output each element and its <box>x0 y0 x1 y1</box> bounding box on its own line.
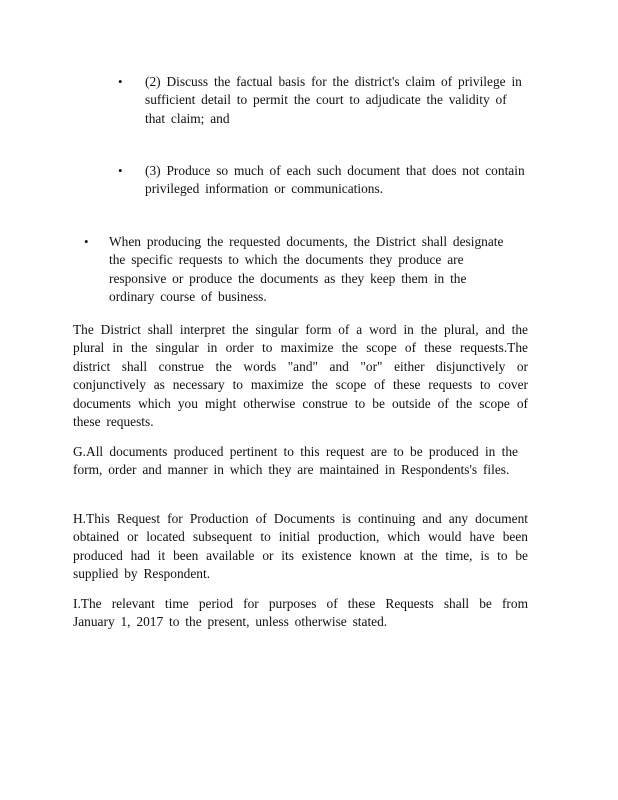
list-item-text: (3) Produce so much of each such document that does not contain privileged information or communications. <box>145 163 525 197</box>
paragraph-g: G.All documents produced pertinent to this request are to be produced in the form, order and manner in which they are maintained in Respondents's files. <box>73 444 518 478</box>
paragraph-i: I.The relevant time period for purposes of these Requests shall be from January 1, 2017 to the present, unless otherwise stated. <box>73 596 528 630</box>
bullet-marker: • <box>84 234 89 249</box>
list-item-produce <box>118 162 530 199</box>
list-item-discuss <box>118 73 530 128</box>
list-item-text: (2) Discuss the factual basis for the district's claim of privilege in sufficient detail to permit the court to adjudicate the validity of that claim; and <box>145 74 522 126</box>
list-item-text: When producing the requested documents, the District shall designate the specific requests to which the documents they produce are responsive or produce the documents as they keep them in the ordinary course of business. <box>109 234 504 305</box>
list-item-when-producing <box>84 233 514 307</box>
bullet-marker: • <box>118 163 123 178</box>
paragraph-h: H.This Request for Production of Documents is continuing and any document obtained or located subsequent to initial production, which would have been produced had it been available or its existence known at the time, is to be supplied by Respondent. <box>73 511 528 582</box>
bullet-marker: • <box>118 74 123 89</box>
paragraph-interpretation: The District shall interpret the singular form of a word in the plural, and the plural in the singular in order to maximize the scope of these requests.The district shall construe the words "and" and "or" either disjunctively or conjunctively as necessary to maximize the scope of these requests to cover documents which you might otherwise construe to be outside of the scope of these requests. <box>73 322 528 430</box>
